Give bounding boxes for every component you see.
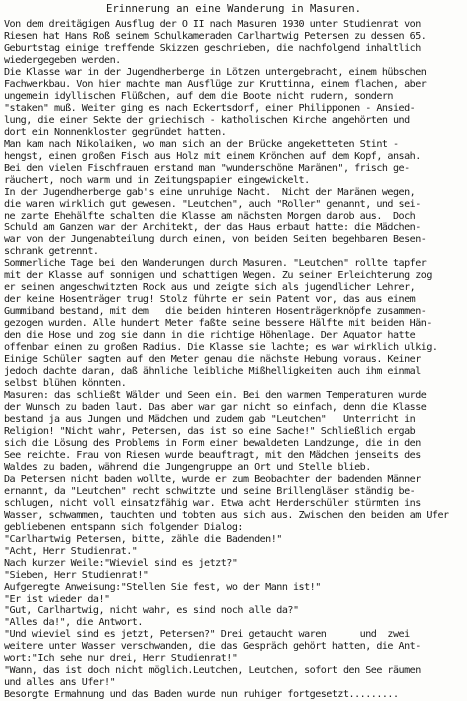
text-line: sich die Lösung des Problems in Form einer bewaldeten Landzunge, die in den (4, 437, 421, 449)
text-line: bestand ja aus Jungen und Mädchen und zudem gab "Leutchen" Unterricht in (4, 413, 416, 425)
text-line: war von der Jungenabteilung durch einen, von beiden Seiten begehbaren Besen- (4, 234, 427, 246)
text-line: "Acht, Herr Studienrat." (4, 545, 138, 557)
text-line: Sommerliche Tage bei den Wanderungen durch Masuren. "Leutchen" rollte tapfer (4, 258, 427, 270)
text-line: "Er ist wieder da!" (4, 593, 110, 605)
text-line: Die Klasse war in der Jugendherberge in Lötzen untergebracht, einem hübschen (4, 66, 427, 78)
text-line: Besorgte Ermahnung und das Baden wurde nun ruhiger fortgesetzt......... (4, 689, 399, 701)
text-line: und alles ans Ufer!" (4, 677, 116, 689)
text-line: "Alles da!", die Antwort. (4, 617, 143, 629)
text-line: mit der Klasse auf sonnigen und schattigen Wegen. Zu seiner Erleichterung zog (4, 270, 432, 282)
text-line: "Carlhartwig Petersen, bitte, zähle die Badenden!" (4, 533, 282, 545)
text-line: Aufgeregte Anweisung:"Stellen Sie fest, wo der Mann ist!" (4, 581, 321, 593)
text-line: ne zarte Ehehälfte schalten die Klasse am nächsten Morgen darob aus. Doch (4, 210, 416, 222)
text-line: hengst, einen großen Fisch aus Holz mit einem Krönchen auf dem Kopf, ansah. (4, 150, 421, 162)
text-line: offenbar einen zu großen Radius. Die Klasse sie lachte; es war wirklich ulkig. (4, 342, 438, 354)
text-line: schrank getrennt. (4, 246, 99, 258)
text-line: Da Petersen nicht baden wollte, wurde er zum Beobachter der badenden Männer (4, 473, 421, 485)
text-line: See reichte. Frau von Riesen wurde beauftragt, mit den Mädchen jenseits des (4, 449, 421, 461)
text-line: "Wann, das ist doch nicht möglich.Leutchen, Leutchen, sofort den See räumen (4, 665, 421, 677)
text-line: räuchert, noch warm und in Zeitungspapier eingewickelt. (4, 174, 310, 186)
text-line: Wasser, schwammen, tauchten und tobten aus sich aus. Zwischen den beiden am Ufer (4, 509, 449, 521)
document-title: Erinnerung an eine Wanderung in Masuren. (105, 3, 362, 15)
text-line: Religion! "Nicht wahr, Petersen, das ist so eine Sache!" Schließlich ergab (4, 425, 416, 437)
text-line: ungemein idyllischen Flüßchen, auf dem die Boote nicht rudern, sondern (4, 90, 393, 102)
text-line: schlugen, nicht voll einsatzfähig war. Etwa acht Herderschüler stürmten ins (4, 497, 421, 509)
text-line: weitere unter Wasser verschwanden, die das Gespräch gehört hatten, die Ant- (4, 641, 421, 653)
text-line: Riesen hat Hans Roß seinem Schulkameraden Carlhartwig Petersen zu dessen 65. (4, 30, 427, 42)
text-line: den die Hose und zog sie dann in die richtige Höhenlage. Der Äquator hatte (4, 330, 416, 342)
text-line: "staken" muß. Weiter ging es nach Eckertsdorf, einer Philipponen - Ansied- (4, 102, 416, 114)
text-line: Geburtstag einige treffende Skizzen geschrieben, die nachfolgend inhaltlich (4, 42, 421, 54)
text-line: der keine Hosenträger trug! Stolz führte er sein Patent vor, das aus einem (4, 294, 416, 306)
text-line: Fachwerkbau. Von hier machte man Ausflüge zur Kruttinna, einem flachen, aber (4, 78, 427, 90)
text-line: wort:"Ich sehe nur drei, Herr Studienrat!" (4, 653, 238, 665)
text-line: die waren wirklich gut gewesen. "Leutchen", auch "Roller" genannt, und sei- (4, 198, 421, 210)
text-line: Nach kurzer Weile:"Wieviel sind es jetzt?" (4, 557, 238, 569)
text-line: selbst blühen könnten. (4, 378, 127, 390)
text-line: jedoch dachte daran, daß ähnliche leibliche Mißhelligkeiten auch ihm einmal (4, 366, 421, 378)
text-line: wiedergegeben werden. (4, 54, 121, 66)
text-line: er seinen angeschwitzten Rock aus und zeigte sich als jugendlicher Lehrer, (4, 282, 416, 294)
text-line: gezogen wurden. Alle hundert Meter faßte seine bessere Hälfte mit beiden Hän- (4, 318, 432, 330)
text-line: Masuren: das schließt Wälder und Seen ein. Bei den warmen Temperaturen wurde (4, 390, 427, 402)
text-line: der Wunsch zu baden laut. Das aber war gar nicht so einfach, denn die Klasse (4, 402, 427, 413)
text-line: Bei den vielen Fischfrauen erstand man "wunderschöne Maränen", frisch ge- (4, 162, 410, 174)
text-line: lung, die einer Sekte der griechisch - katholischen Kirche angehörten und (4, 114, 410, 126)
text-line: "Gut, Carlhartwig, nicht wahr, es sind noch alle da?" (4, 605, 299, 617)
text-line: "Und wieviel sind es jetzt, Petersen?" Drei getaucht waren und zwei (4, 629, 410, 641)
text-line: Einige Schüler sagten auf den Meter genau die nächste Hebung voraus. Keiner (4, 354, 421, 366)
text-line: Waldes zu baden, während die Jungengruppe an Ort und Stelle blieb. (4, 461, 371, 473)
text-line: Gummiband bestand, mit dem die beiden hinteren Hosenträgerknöpfe zusammen- (4, 306, 427, 318)
text-line: gebliebenen entspann sich folgender Dialog: (4, 521, 243, 533)
document-body (4, 19, 466, 701)
text-line: In der Jugendherberge gab's eine unruhige Nacht. Nicht der Maränen wegen, (4, 186, 416, 198)
text-line: Von dem dreitägigen Ausflug der O II nach Masuren 1930 unter Studienrat von (4, 19, 421, 30)
text-line: ernannt, da "Leutchen" recht schwitzte und seine Brillengläser ständig be- (4, 485, 416, 497)
text-line: dort ein Nonnenkloster gegründet hatten. (4, 126, 227, 138)
text-line: Schuld am Ganzen war der Architekt, der das Haus erbaut hatte: die Mädchen- (4, 222, 421, 234)
text-line: Man kam nach Nikolaiken, wo man sich an der Brücke angeketteten Stint - (4, 138, 399, 150)
text-line: "Sieben, Herr Studienrat!" (4, 569, 149, 581)
